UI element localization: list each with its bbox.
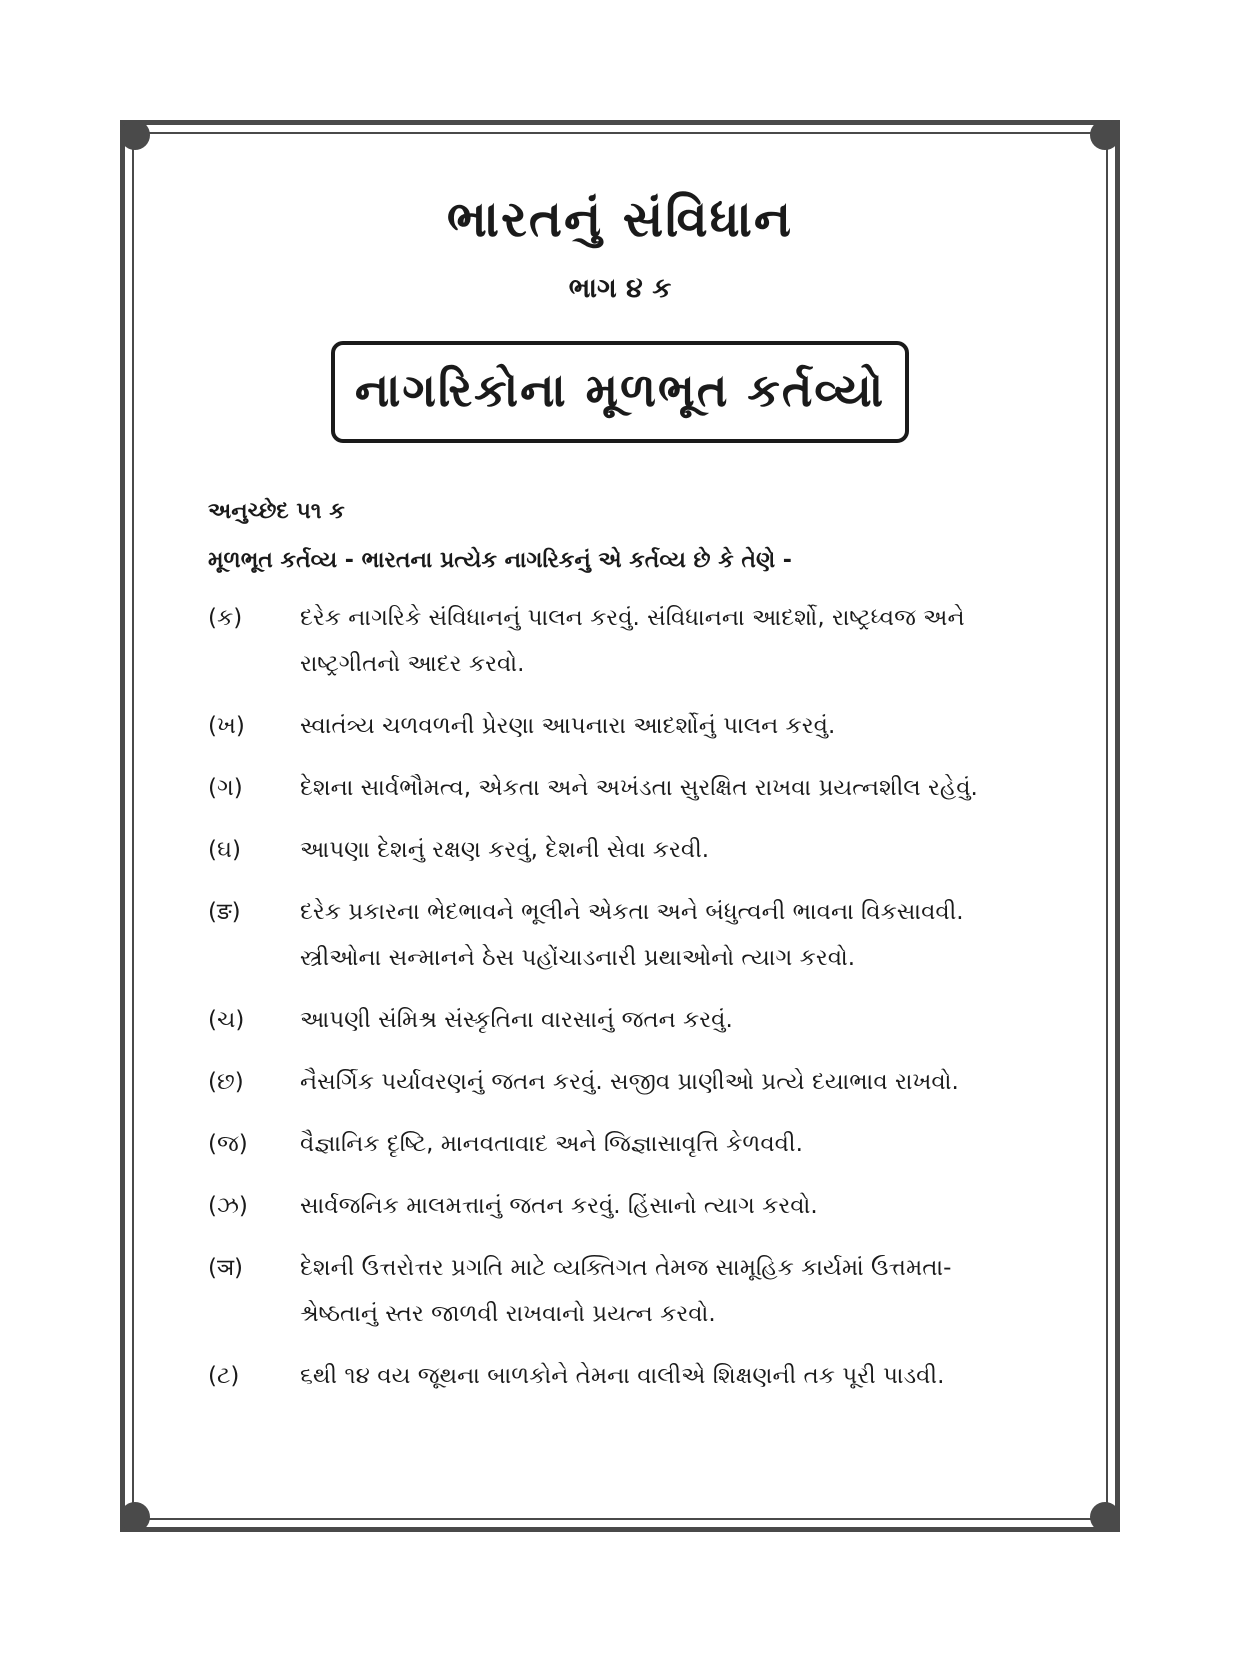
page-content: [160, 170, 1080, 1415]
list-item: [208, 1121, 1080, 1167]
list-item: [208, 703, 1080, 749]
duty-marker: (છ): [208, 1069, 244, 1095]
duty-marker: (ङ): [208, 899, 241, 925]
part-label: ભાગ ૪ ક: [568, 273, 672, 304]
page-title: ભારતનું સંવિધાન: [446, 190, 794, 248]
duty-text: વૈજ્ઞાનિક દૃષ્ટિ, માનવતાવાદ અને જિજ્ઞાસાવૃત્તિ કેળવવી.: [300, 1131, 803, 1157]
list-item: [208, 1183, 1080, 1229]
corner-ornament-bottom-right: [1090, 1502, 1120, 1532]
duty-text: સાર્વજનિક માલમત્તાનું જતન કરવું. હિંસાનો ત્યાગ કરવો.: [300, 1193, 818, 1219]
duty-marker: (ञ): [208, 1255, 244, 1281]
duty-text: દરેક પ્રકારના ભેદભાવને ભૂલીને એકતા અને બંધુત્વની ભાવના વિકસાવવી. સ્ત્રીઓના સન્માનને ઠેસ પહોંચાડનારી પ્રથાઓનો ત્યાગ કરવો.: [300, 899, 964, 971]
duty-text: ૬થી ૧૪ વય જૂથના બાળકોને તેમના વાલીએ શિક્ષણની તક પૂરી પાડવી.: [300, 1363, 945, 1389]
section-title-box: નાગરિકોના મૂળભૂત કર્તવ્યો: [331, 341, 909, 443]
list-item: [208, 997, 1080, 1043]
article-label: અનુચ્છેદ ૫૧ ક: [208, 499, 345, 524]
corner-ornament-top-right: [1090, 120, 1120, 150]
duty-text: સ્વાતંત્ર્ય ચળવળની પ્રેરણા આપનારા આદર્શોનું પાલન કરવું.: [300, 713, 836, 739]
duty-text: દેશની ઉત્તરોત્તર પ્રગતિ માટે વ્યક્તિગત તેમજ સામૂહિક કાર્યમાં ઉત્તમતા-શ્રેષ્ઠતાનું સ્તર જાળવી રાખવાનો પ્રયત્ન કરવો.: [300, 1255, 952, 1327]
duties-list: [208, 595, 1080, 1399]
corner-ornament-bottom-left: [120, 1502, 150, 1532]
duty-marker: (ગ): [208, 775, 243, 801]
duty-marker: (ચ): [208, 1007, 245, 1033]
duty-marker: (જ): [208, 1131, 248, 1157]
list-item: [208, 595, 1080, 687]
duty-marker: (ઝ): [208, 1193, 248, 1219]
duty-marker: (ખ): [208, 713, 245, 739]
intro-text: મૂળભૂત કર્તવ્ય - ભારતના પ્રત્યેક નાગરિકનું એ કર્તવ્ય છે કે તેણે -: [208, 548, 792, 573]
duty-marker: (ઘ): [208, 837, 241, 863]
list-item: [208, 765, 1080, 811]
duty-text: દરેક નાગરિકે સંવિધાનનું પાલન કરવું. સંવિધાનના આદર્શો, રાષ્ટ્રધ્વજ અને રાષ્ટ્રગીતનો આદર કરવો.: [300, 605, 965, 677]
duty-marker: (ટ): [208, 1363, 240, 1389]
duty-text: આપણા દેશનું રક્ષણ કરવું, દેશની સેવા કરવી.: [300, 837, 710, 863]
list-item: [208, 827, 1080, 873]
duty-text: નૈસર્ગિક પર્યાવરણનું જતન કરવું. સજીવ પ્રાણીઓ પ્રત્યે દયાભાવ રાખવો.: [300, 1069, 959, 1095]
duty-marker: (ક): [208, 605, 243, 631]
list-item: [208, 1353, 1080, 1399]
corner-ornament-top-left: [120, 120, 150, 150]
duty-text: આપણી સંમિશ્ર સંસ્કૃતિના વારસાનું જતન કરવું.: [300, 1007, 733, 1033]
list-item: [208, 1245, 1080, 1337]
list-item: [208, 1059, 1080, 1105]
list-item: [208, 889, 1080, 981]
duty-text: દેશના સાર્વભૌમત્વ, એકતા અને અખંડતા સુરક્ષિત રાખવા પ્રયત્નશીલ રહેવું.: [300, 775, 978, 801]
